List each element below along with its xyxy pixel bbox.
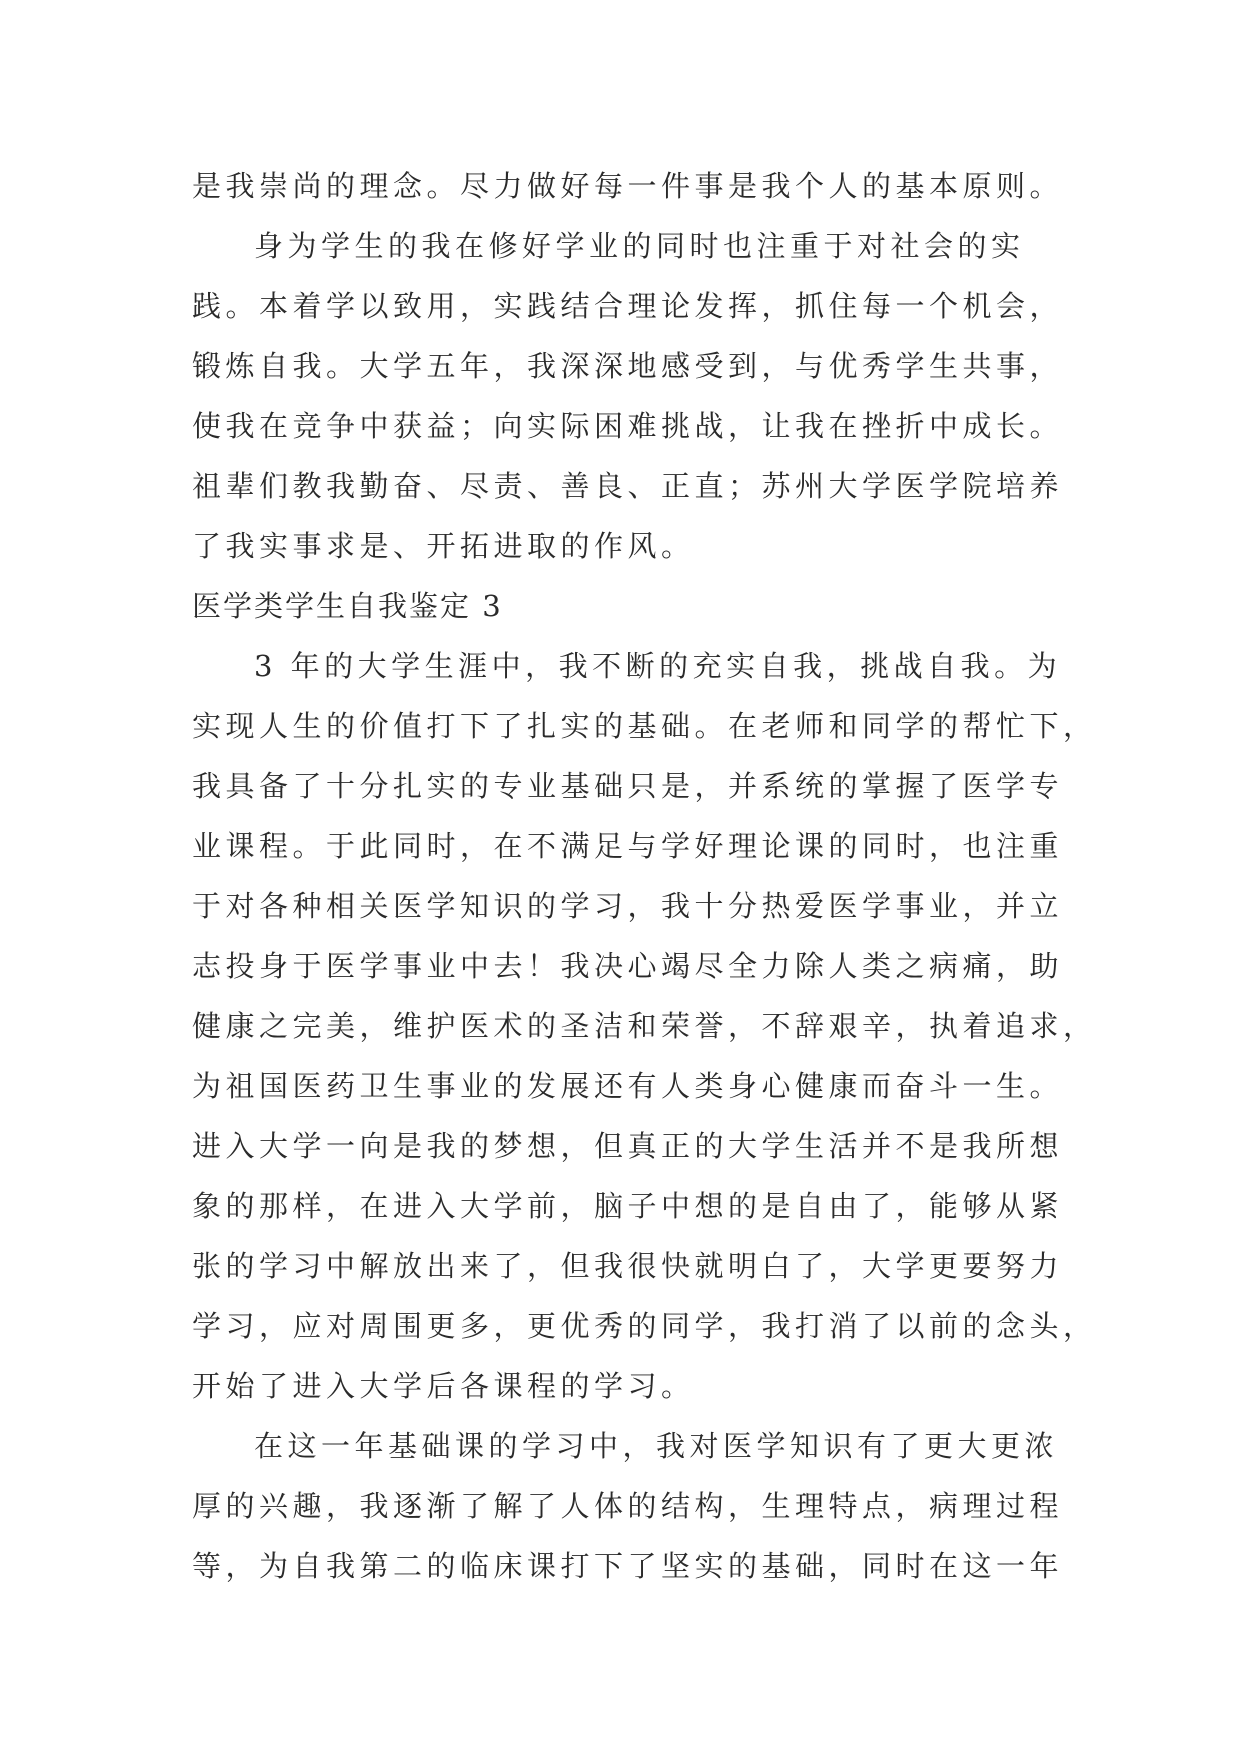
text-line: 是我崇尚的理念。尽力做好每一件事是我个人的基本原则。 [192,169,1064,203]
text-line: 在这一年基础课的学习中，我对医学知识有了更大更浓 [254,1429,1059,1463]
text-line: 业课程。于此同时，在不满足与学好理论课的同时，也注重 [192,829,1064,863]
text-line: 学习，应对周围更多，更优秀的同学，我打消了以前的念头， [192,1309,1097,1343]
text-line: 进入大学一向是我的梦想，但真正的大学生活并不是我所想 [192,1129,1064,1163]
text-line: 于对各种相关医学知识的学习，我十分热爱医学事业，并立 [192,889,1064,923]
section-heading: 医学类学生自我鉴定 3 [192,589,503,623]
text-line: 实现人生的价值打下了扎实的基础。在老师和同学的帮忙下， [192,709,1097,743]
text-line: 锻炼自我。大学五年，我深深地感受到，与优秀学生共事， [192,349,1064,383]
text-line: 我具备了十分扎实的专业基础只是，并系统的掌握了医学专 [192,769,1064,803]
text-line: 健康之完美，维护医术的圣洁和荣誉，不辞艰辛，执着追求， [192,1009,1097,1043]
text-line: 象的那样，在进入大学前，脑子中想的是自由了，能够从紧 [192,1189,1064,1223]
text-line: 志投身于医学事业中去！我决心竭尽全力除人类之病痛，助 [192,949,1064,983]
text-line: 祖辈们教我勤奋、尽责、善良、正直；苏州大学医学院培养 [192,469,1064,503]
text-line: 使我在竞争中获益；向实际困难挑战，让我在挫折中成长。 [192,409,1064,443]
text-line: 开始了进入大学后各课程的学习。 [192,1369,695,1403]
text-line: 为祖国医药卫生事业的发展还有人类身心健康而奋斗一生。 [192,1069,1064,1103]
text-line: 3 年的大学生涯中，我不断的充实自我，挑战自我。为 [254,649,1062,683]
text-line: 践。本着学以致用，实践结合理论发挥，抓住每一个机会， [192,289,1064,323]
text-line: 张的学习中解放出来了，但我很快就明白了，大学更要努力 [192,1249,1064,1283]
text-line: 身为学生的我在修好学业的同时也注重于对社会的实 [254,229,1025,263]
text-line: 等，为自我第二的临床课打下了坚实的基础，同时在这一年 [192,1549,1064,1583]
document-body [192,156,1097,1596]
text-line: 了我实事求是、开拓进取的作风。 [192,529,695,563]
text-line: 厚的兴趣，我逐渐了解了人体的结构，生理特点，病理过程 [192,1489,1064,1523]
